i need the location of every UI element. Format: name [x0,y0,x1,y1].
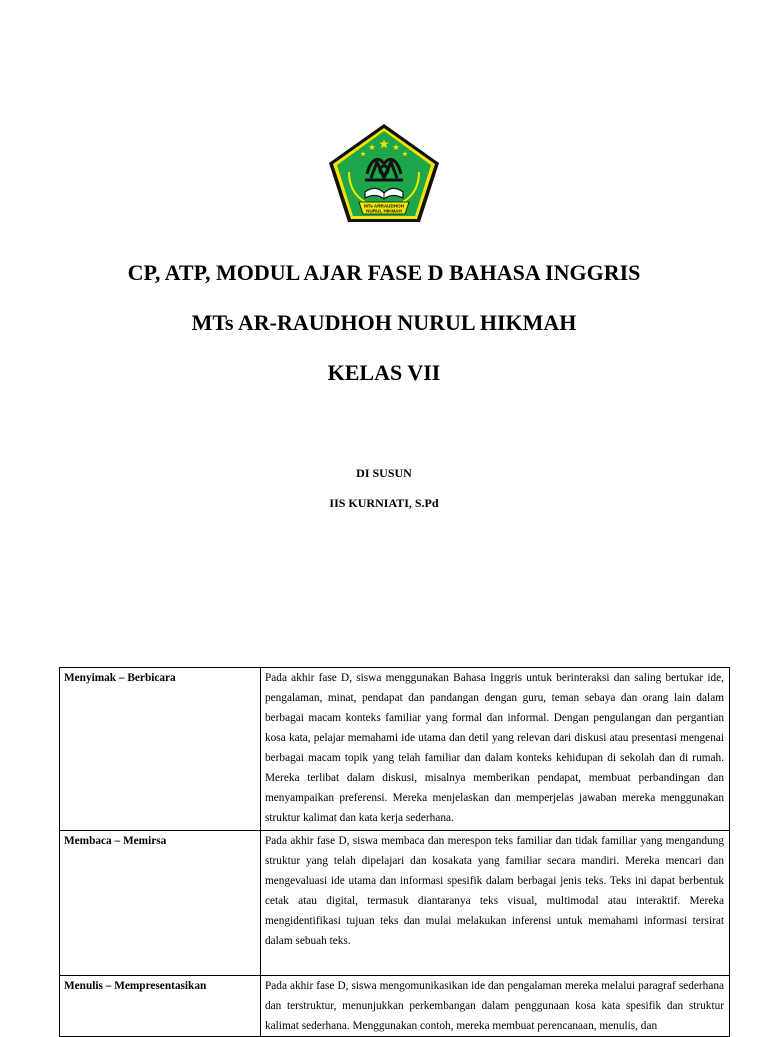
class-label: KELAS VII [327,360,441,385]
description-cell: Pada akhir fase D, siswa membaca dan merespon teks familiar dan tidak familiar yang mengandung struktur yang telah dipelajari dan kosakata yang familiar secara mandiri. Mereka mencari dan mengevaluasi ide utama dan informasi spesifik dalam berbagai jenis teks. Teks ini dapat berbentuk cetak atau digital, termasuk diantaranya teks visual, multimodal atau interaktif. Mereka mengidentifikasi tujuan teks dan mulai melakukan inferensi untuk memahami informasi tersirat dalam sebuah teks. [261,831,730,976]
element-cell: Menulis – Mempresentasikan [60,976,261,1037]
table-row [60,668,730,831]
table-row [60,976,730,1037]
description-cell: Pada akhir fase D, siswa menggunakan Bahasa Inggris untuk berinteraksi dan saling bertukar ide, pengalaman, minat, pendapat dan pandangan dengan guru, teman sebaya dan orang lain dalam berbagai macam konteks familiar yang formal dan informal. Dengan pengulangan dan pergantian kosa kata, pelajar memahami ide utama dan detil yang relevan dari diskusi atau presentasi mengenai berbagai macam topik yang telah familiar dan dalam konteks kehidupan di sekolah dan di rumah. Mereka terlibat dalam diskusi, misalnya memberikan pendapat, membuat perbandingan dan menyampaikan preferensi. Mereka menjelaskan dan memperjelas jawaban mereka menggunakan struktur kalimat dan kata kerja sederhana. [261,668,730,831]
author-name: IIS KURNIATI, S.Pd [329,496,439,510]
logo-caption-2: NURUL HIKMAH [366,208,402,214]
logo-caption-1: MTs ARRAUDHOH [363,203,405,209]
document-title: CP, ATP, MODUL AJAR FASE D BAHASA INGGRIS [127,260,641,285]
table-row [60,831,730,976]
description-cell: Pada akhir fase D, siswa mengomunikasikan ide dan pengalaman mereka melalui paragraf sederhana dan terstruktur, menunjukkan perkembangan dalam penggunaan kosa kata spesifik dan struktur kalimat sederhana. Menggunakan contoh, mereka membuat perencanaan, menulis, dan [261,976,730,1037]
school-name: MTs AR-RAUDHOH NURUL HIKMAH [191,310,577,335]
compiled-by-label: DI SUSUN [356,466,412,480]
learning-outcomes-table [59,667,730,1037]
madrasah-logo [327,122,441,224]
element-cell: Membaca – Memirsa [60,831,261,976]
element-cell: Menyimak – Berbicara [60,668,261,831]
